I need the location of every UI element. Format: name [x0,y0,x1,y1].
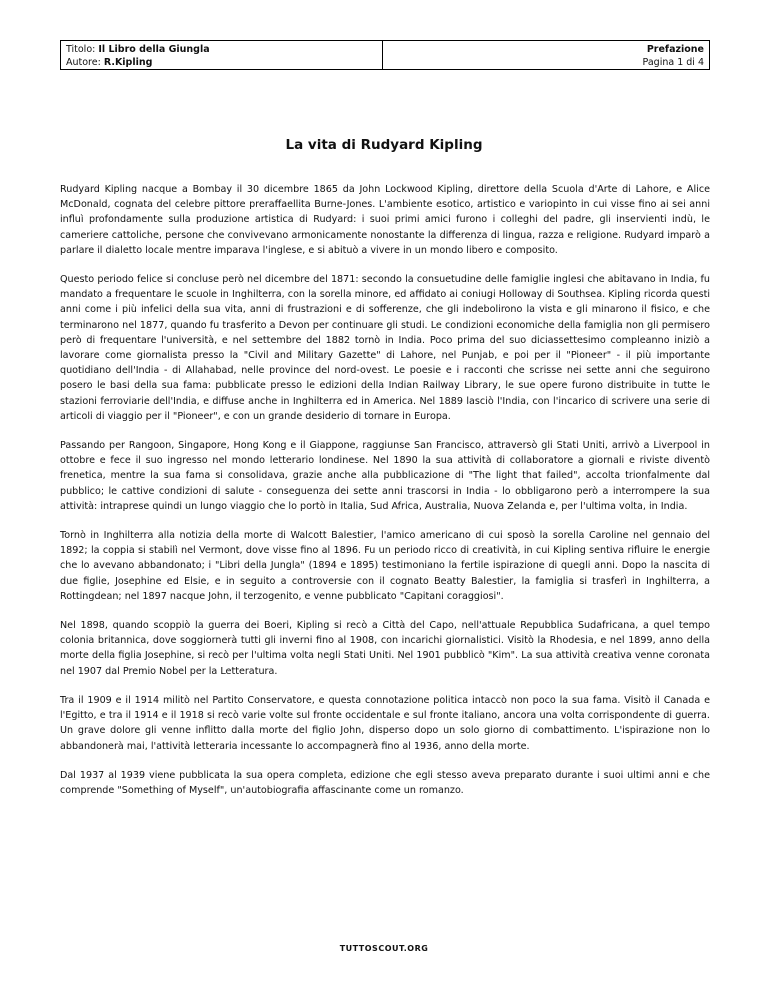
page-footer: TUTTOSCOUT.ORG [339,944,429,953]
header-author-line [66,56,377,69]
header-right [383,41,709,69]
paragraph-7: Dal 1937 al 1939 viene pubblicata la sua opera completa, edizione che egli stesso aveva preparato durante i suoi ultimi anni e che comprende "Something of Myself", un'autobiografia affascinante come un romanzo. [60,769,710,796]
document-title: La vita di Rudyard Kipling [285,137,483,153]
author-label: Autore: [66,57,101,68]
section-name: Prefazione [646,44,704,55]
header-left [61,41,383,69]
author-name: R.Kipling [103,57,153,68]
paragraph-5: Nel 1898, quando scoppiò la guerra dei Boeri, Kipling si recò a Città del Capo, nell'attuale Repubblica Sudafricana, a quel tempo colonia britannica, dove soggiornerà tutti gli inverni fino al 1908, con incarichi giornalistici. Visitò la Rhodesia, e nel 1899, anno della morte della figlia Josephine, si recò per l'ultima volta negli Stati Uniti. Nel 1901 pubblicò "Kim". La sua attività creativa venne coronata nel 1907 dal Premio Nobel per la Letteratura. [60,620,710,677]
page-header [60,40,710,70]
paragraph-2: Questo periodo felice si concluse però nel dicembre del 1871: secondo la consuetudine delle famiglie inglesi che abitavano in India, fu mandato a frequentare le scuole in Inghilterra, con la sorella minore, ed affidato ai coniugi Holloway di Southsea. Kipling ricorda questi anni come i più infelici della sua vita, anni di frustrazioni e di sofferenze, che gli indebolirono la vista e gli minarono il fisico, e che terminarono nel 1877, quando fu trasferito a Devon per continuare gli studi. Le condizioni economiche della famiglia non gli permisero però di frequentare l'università, e nel settembre del 1882 tornò in India. Poco prima del suo diciassettesimo compleanno iniziò a lavorare come giornalista presso la "Civil and Military Gazette" di Lahore, nel Punjab, e poi per il "Pioneer" - il più importante quotidiano dell'India - di Allahabad, nelle province del nord-ovest. Le poesie e i racconti che scrisse nei sette anni che seguirono posero le basi della sua fama: pubblicate presso le edizioni della Indian Railway Library, le sue opere furono distribuite in tutte le stazioni ferroviarie dell'India, e diffuse anche in Inghilterra ed in America. Nel 1889 lasciò l'India, con l'incarico di scrivere una serie di articoli di viaggio per il "Pioneer", e con un grande desiderio di tornare in Europa. [60,274,710,422]
paragraph-3: Passando per Rangoon, Singapore, Hong Kong e il Giappone, raggiunse San Francisco, attraversò gli Stati Uniti, arrivò a Liverpool in ottobre e fece il suo ingresso nel mondo letterario londinese. Nel 1890 la sua attività di collaboratore a giornali e riviste diventò frenetica, mentre la sua fama si consolidava, grazie anche alla pubblicazione di "The light that failed", accolta trionfalmente dal pubblico; le cattive condizioni di salute - conseguenza dei sette anni trascorsi in India - lo obbligarono però a interrompere la sua attività: intraprese quindi un lungo viaggio che lo portò in Italia, Sud Africa, Australia, Nuova Zelanda e, per l'ultima volta, in India. [60,440,710,512]
paragraph-6: Tra il 1909 e il 1914 militò nel Partito Conservatore, e questa connotazione politica intaccò non poco la sua fama. Visitò il Canada e l'Egitto, e tra il 1914 e il 1918 si recò varie volte sul fronte occidentale e sul fronte italiano, ancora una volta corrispondente di guerra. Un grave dolore gli venne inflitto dalla morte del figlio John, disperso dopo un solo giorno di combattimento. L'ispirazione non lo abbandonerà mai, l'attività letteraria incessante lo accompagnerà fino al 1936, anno della morte. [60,694,710,752]
paragraph-4: Tornò in Inghilterra alla notizia della morte di Walcott Balestier, l'amico americano di cui sposò la sorella Caroline nel gennaio del 1892; la coppia si stabilì nel Vermont, dove visse fino al 1896. Fu un periodo ricco di creatività, in cui Kipling sentiva rifluire le energie che lo avevano abbandonato; i "Libri della Jungla" (1894 e 1895) testimoniano la fertile ispirazione di quegli anni. Dopo la nascita di due figlie, Josephine ed Elsie, e in seguito a controversie con il cognato Beatty Balestier, la famiglia si trasferì in Inghilterra, a Rottingdean; nel 1897 nacque John, il terzogenito, e venne pubblicato "Capitani coraggiosi". [60,530,710,602]
page-info: Pagina 1 di 4 [642,57,704,68]
document-body [60,182,710,812]
book-title: Il Libro della Giungla [98,44,210,55]
title-label: Titolo: [66,44,96,55]
paragraph-1: Rudyard Kipling nacque a Bombay il 30 dicembre 1865 da John Lockwood Kipling, direttore della Scuola d'Arte di Lahore, e Alice McDonald, cognata del celebre pittore preraffaellita Burne-Jones. L'ambiente esotico, artistico e variopinto in cui visse fino ai sei anni influì profondamente sulla produzione artistica di Rudyard: i suoi primi amici furono i colleghi del padre, gli inservienti indù, le cameriere cattoliche, persone che convivevano armonicamente nonostante la differenza di lingua, razza e religione. Rudyard imparò a parlare il dialetto locale mentre imparava l'inglese, e si abituò a vivere in un mondo libero e composito. [60,184,710,256]
header-title-line [66,43,377,56]
